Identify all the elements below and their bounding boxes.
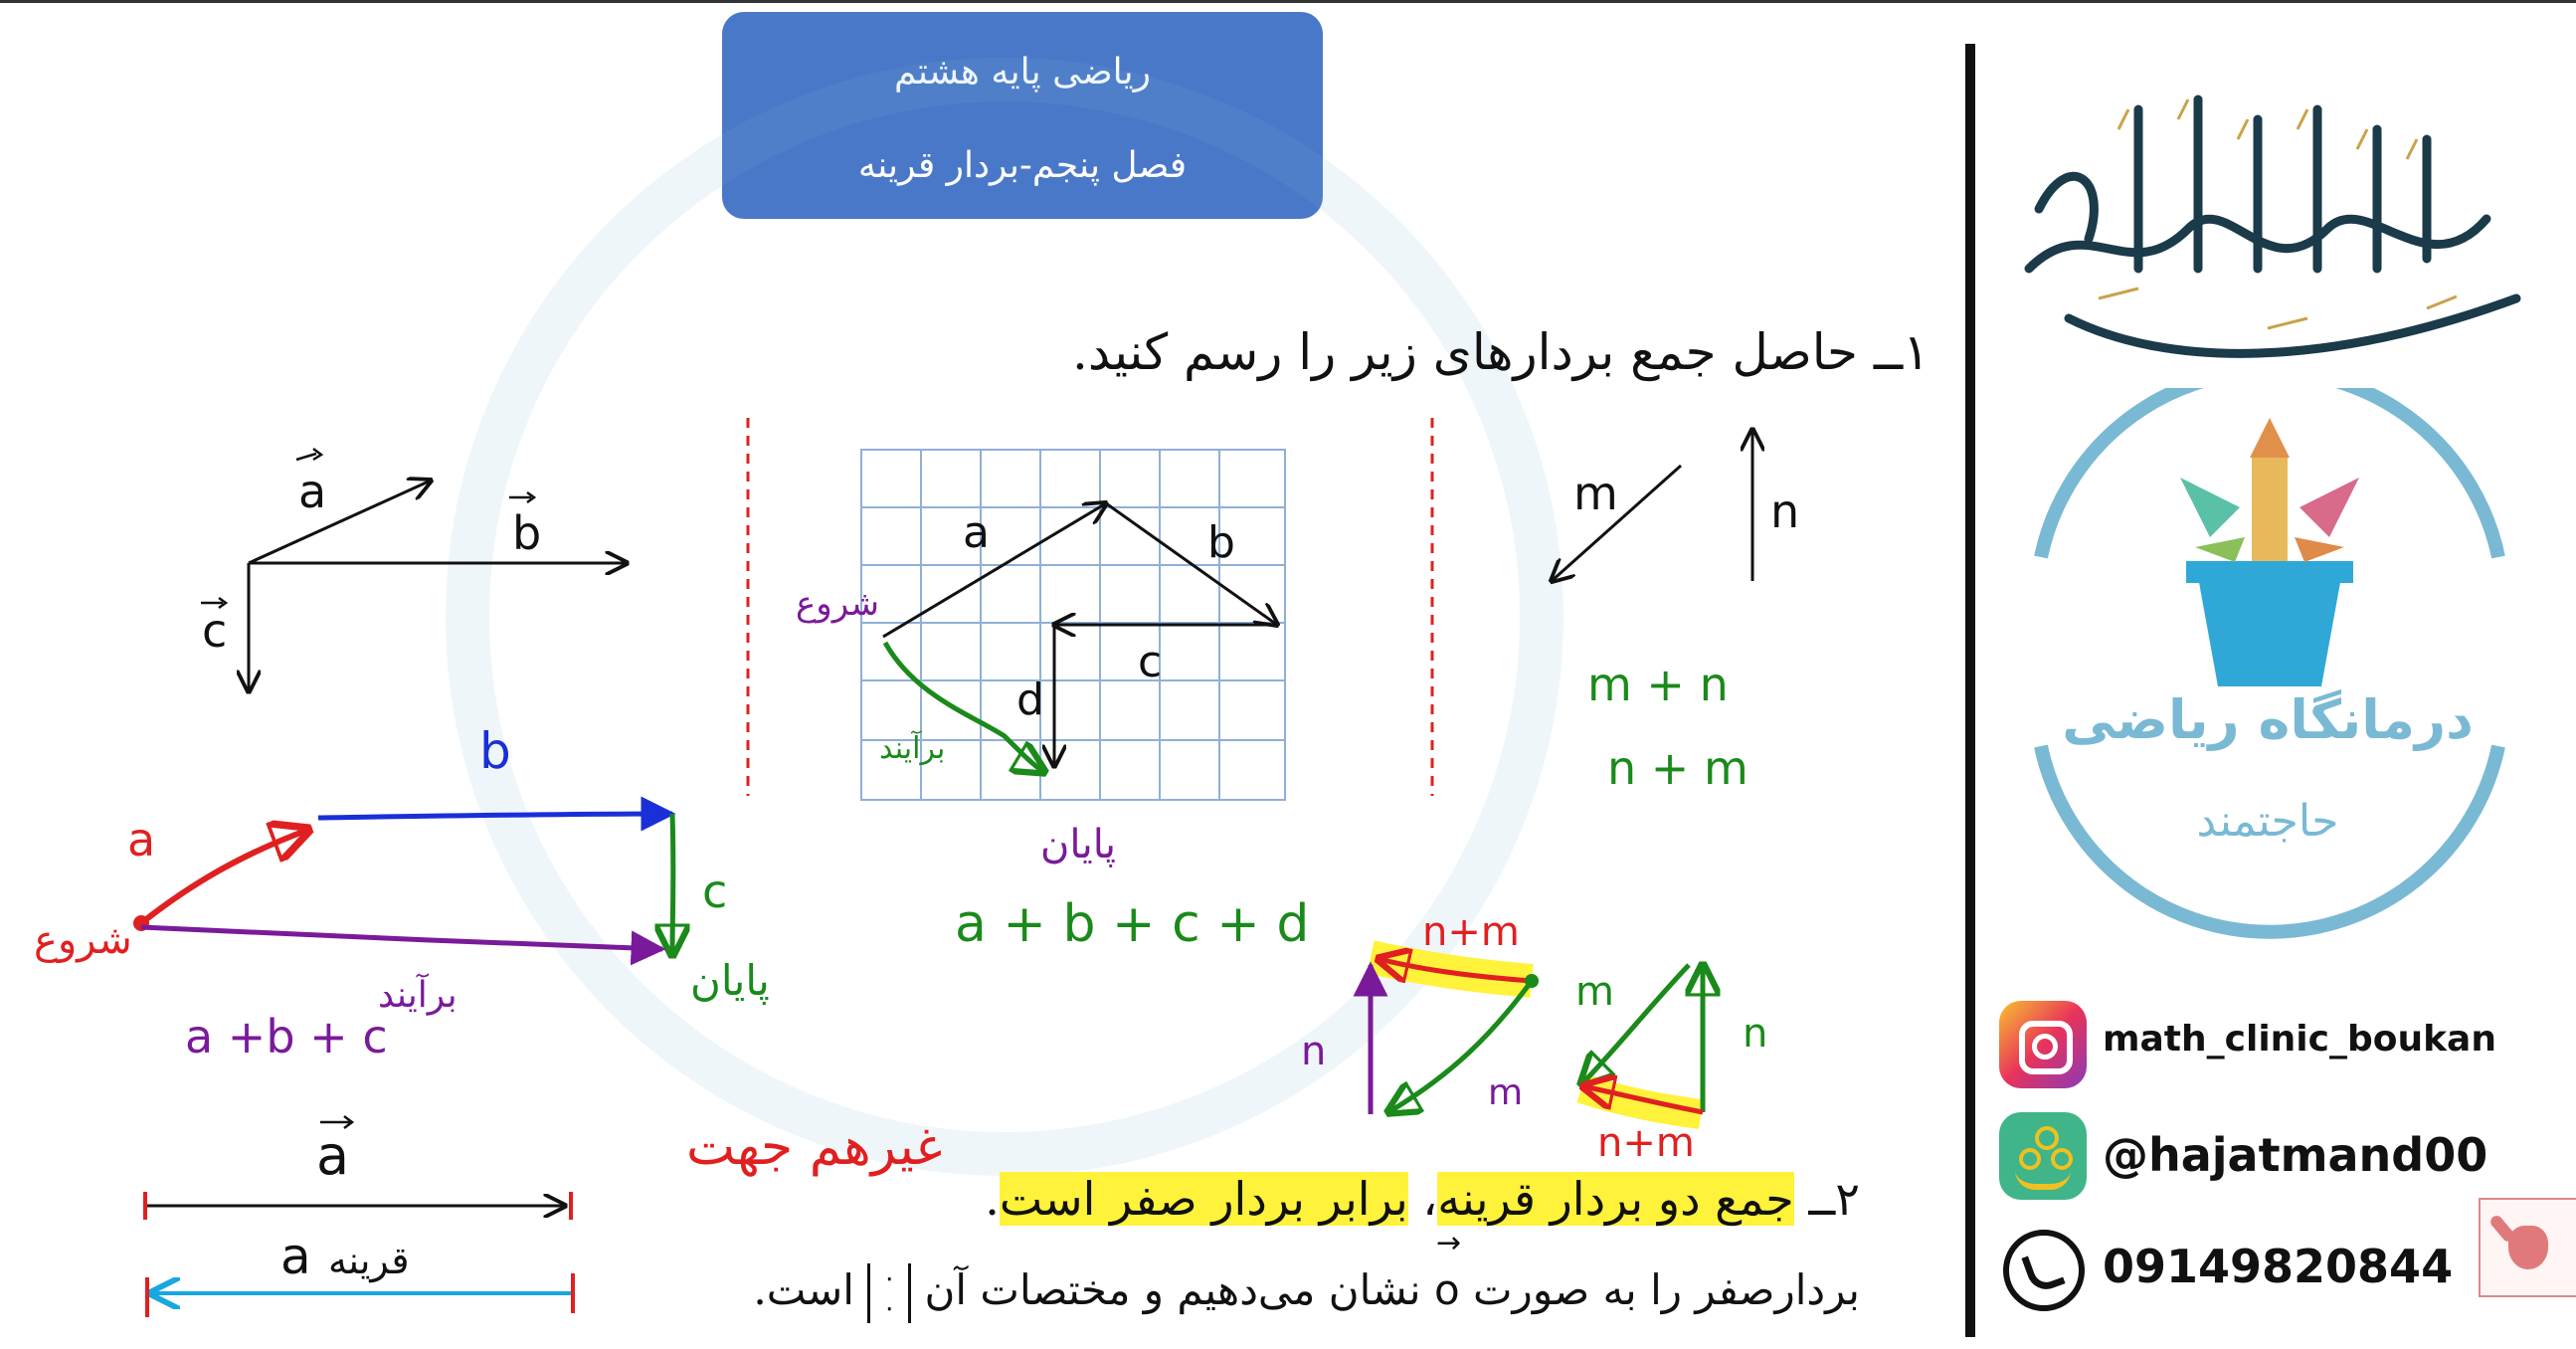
tri1-label-m: m	[1488, 1072, 1524, 1113]
question-2-highlight-2: برابر بردار صفر است	[999, 1172, 1408, 1226]
hw-label-b: b	[479, 722, 511, 780]
clinic-logo	[2011, 388, 2528, 945]
header-title: ریاضی پایه هشتم	[893, 52, 1152, 93]
hw-label-a: a	[127, 813, 156, 867]
hw-vector-c	[672, 814, 673, 955]
eitaa-handle: @hajatmand00	[2103, 1128, 2488, 1182]
hw-result-label: برآیند	[378, 975, 458, 1016]
tri1-start	[1525, 974, 1539, 988]
instagram-icon	[1999, 1001, 2087, 1088]
header-subtitle: فصل پنجم-بردار قرینه	[857, 145, 1188, 186]
question-2-period: .	[985, 1172, 1000, 1226]
hw-vector-b	[318, 814, 672, 818]
label-opposite-word: قرینه	[328, 1239, 410, 1282]
diagram-2	[796, 450, 1309, 954]
hw-start-label: شروع	[34, 917, 132, 963]
question-3	[597, 1226, 1860, 1323]
whatsapp-icon	[2003, 1230, 2085, 1311]
grid-label-d: d	[1016, 674, 1044, 725]
q3-text-a: بردارصفر را به صورت	[1473, 1265, 1860, 1314]
tri2-label-m: m	[1575, 969, 1614, 1015]
q3-text-b: نشان می‌دهیم و مختصات آن	[924, 1265, 1421, 1314]
tri2-label-n: n	[1743, 1011, 1768, 1057]
instagram-handle: math_clinic_boukan	[2103, 1019, 2496, 1060]
question-2-comma: ،	[1407, 1172, 1438, 1226]
zero-matrix: ۰ ۰	[867, 1263, 911, 1323]
label-m: m	[1573, 467, 1618, 520]
hw-end-label: پایان	[690, 956, 770, 1005]
grid-vector-a	[883, 503, 1106, 637]
hw-sum-n-m: n + m	[1607, 741, 1748, 795]
question-2-number: ۲ــ	[1808, 1172, 1860, 1226]
instagram-row[interactable]	[1999, 1001, 2556, 1100]
label-a-top: a	[316, 1124, 350, 1187]
whatsapp-row[interactable]	[1999, 1226, 2556, 1325]
grid-label-c: c	[1138, 637, 1163, 687]
hw-label-c: c	[702, 865, 728, 918]
calligraphy-logo	[2009, 70, 2546, 378]
arrow-over-b	[509, 492, 534, 502]
grid-sum-expression: a + b + c + d	[955, 894, 1310, 954]
hw-sum-m-n: m + n	[1587, 658, 1729, 711]
label-c: c	[202, 604, 228, 658]
watermark	[467, 80, 1542, 1154]
diagram-1	[34, 449, 770, 1063]
grid-label-a: a	[963, 507, 990, 558]
hw-sum-expression: a +b + c	[185, 1010, 388, 1063]
eitaa-icon	[1999, 1112, 2087, 1200]
eitaa-row[interactable]	[1999, 1112, 2556, 1212]
hw-vector-a	[141, 830, 308, 923]
question-1: ۱ــ حاصل جمع بردارهای زیر را رسم کنید.	[1072, 323, 1930, 381]
grid-start-label: شروع	[796, 584, 879, 624]
label-b: b	[512, 506, 542, 560]
grid-label-b: b	[1207, 517, 1235, 568]
sidebar-divider	[1965, 44, 1975, 1337]
zero-vector-symbol: → o	[1433, 1226, 1462, 1314]
clinic-logo-subtitle: حاجتمند	[2196, 796, 2339, 847]
q3-text-c: است.	[753, 1265, 854, 1314]
grid-end-label: پایان	[1040, 822, 1117, 867]
question-2-highlight-1: جمع دو بردار قرینه	[1437, 1172, 1794, 1226]
label-a-opposite: a	[280, 1228, 311, 1285]
vector-a	[249, 481, 431, 563]
clinic-logo-title: درمانگاه ریاضی	[2062, 688, 2474, 751]
label-n: n	[1770, 484, 1800, 538]
question-2	[985, 1172, 1860, 1226]
label-a: a	[298, 465, 327, 518]
grid-result-label: برآیند	[879, 731, 946, 766]
tri2-label-sum: n+m	[1597, 1120, 1695, 1166]
tri1-label-n: n	[1301, 1029, 1327, 1074]
hand-pointer-icon[interactable]	[2479, 1198, 2576, 1297]
arrow-over-a	[296, 449, 321, 460]
tri1-label-sum: n+m	[1422, 909, 1520, 955]
phone-number: 09149820844	[2103, 1240, 2454, 1293]
hw-note-opposite-direction: غیرهم جهت	[686, 1117, 943, 1177]
